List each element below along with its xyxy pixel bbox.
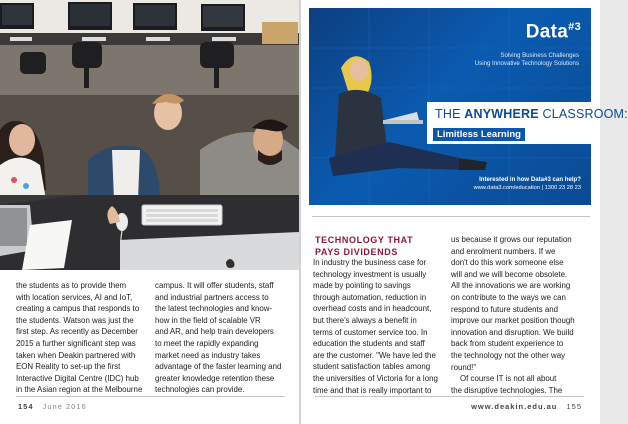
text-line: with location services, AI and IoT, <box>16 292 133 302</box>
text-line: greater knowledge retention these <box>155 373 275 383</box>
website-url: www.deakin.edu.au <box>471 402 558 411</box>
right-text-column-1 <box>313 257 438 396</box>
text-line: terms of customer service too. In <box>313 327 428 337</box>
ad-tagline-line: Using Innovative Technology Solutions <box>474 60 579 67</box>
text-line: respond to future students and <box>451 304 559 314</box>
text-line: the technology not the other way <box>451 350 566 360</box>
text-line: to meet the rapidly expanding <box>155 338 259 348</box>
text-line: how in the field of scalable VR <box>155 315 261 325</box>
left-text-column-2 <box>155 280 281 396</box>
text-line: but there's always a benefit in <box>313 315 417 325</box>
page-number: 154 <box>18 402 34 411</box>
classroom-photo <box>0 0 299 270</box>
text-line: student satisfaction tables among <box>313 362 431 372</box>
text-line: and industrial partners access to <box>155 292 269 302</box>
ad-tagline-line: Solving Business Challenges <box>500 52 579 59</box>
text-line: innovation and disruption. We build <box>451 327 574 337</box>
ad-subtitle: Limitless Learning <box>433 128 525 141</box>
text-line: the students. Watson was just the <box>16 315 134 325</box>
text-line: the disruptive technologies. The <box>451 385 563 395</box>
page-number: 155 <box>566 402 582 411</box>
ad-contact-question: Interested in how Data#3 can help? <box>479 176 581 183</box>
ad-title: THE ANYWHERE CLASSROOM: <box>435 107 628 121</box>
text-line: creating a campus that responds to <box>16 304 140 314</box>
left-text-column-1 <box>16 280 142 396</box>
text-line: through automation, reduction in <box>313 292 427 302</box>
text-line: are the customer. "We have led the <box>313 350 436 360</box>
text-line: overhead costs and in headcount, <box>313 304 432 314</box>
text-line: and enrolment numbers. If we <box>451 246 556 256</box>
text-line: don't do this work someone else <box>451 258 564 268</box>
text-line: us because it grows our reputation <box>451 235 572 244</box>
text-line: made by pointing to savings <box>313 281 411 291</box>
text-line: in the Asian region at the Melbourne <box>16 385 143 395</box>
footer-rule <box>16 396 285 397</box>
text-line: campus. It will offer students, staff <box>155 281 274 290</box>
right-text-column-2 <box>451 234 575 396</box>
text-line: improve our market position though <box>451 316 575 326</box>
text-line: the students as to provide them <box>16 281 127 290</box>
text-line: Interactive Digital Centre (IDC) hub <box>16 373 139 383</box>
classroom-photo-illustration <box>0 0 299 270</box>
footer-rule <box>315 396 584 397</box>
ad-contact <box>474 176 581 192</box>
text-line: market need as industry takes <box>155 350 261 360</box>
text-line: technologies can provide. <box>155 385 245 395</box>
text-line: will and we will become obsolete. <box>451 269 568 279</box>
text-line: advantage of the faster learning and <box>155 362 282 372</box>
text-line: first step. As recently as December <box>16 327 138 337</box>
text-line: time and that is really important to <box>313 385 432 395</box>
text-line: round!" <box>451 362 477 372</box>
left-page <box>0 0 299 424</box>
data3-logo: Data$^{\#3}$ <box>525 21 581 43</box>
right-footer <box>471 402 582 411</box>
text-line: and AR, and help train developers <box>155 327 274 337</box>
section-rule <box>312 216 590 217</box>
section-heading: TECHNOLOGY THAT PAYS DIVIDENDS <box>315 235 414 257</box>
data3-advertisement <box>309 8 628 205</box>
text-line: taken when Deakin partnered with <box>16 350 136 360</box>
text-line: All the innovations we are working <box>451 281 571 291</box>
text-line: EON Reality to set-up the first <box>16 362 121 372</box>
text-line: In industry the business case for <box>313 258 427 267</box>
text-line: 2015 a further significant step was <box>16 338 136 348</box>
text-line: on contribute to the ways we can <box>451 292 566 302</box>
text-line: technology investment is usually <box>313 269 427 279</box>
text-line: the universities of Victoria for a long <box>313 373 438 383</box>
text-line: education the students and staff <box>313 339 425 349</box>
text-line: Of course IT is not all about <box>460 374 557 384</box>
text-line: the latest technologies and know- <box>155 304 273 314</box>
text-line: back from student experience to <box>451 339 564 349</box>
left-footer <box>18 402 87 411</box>
issue-date: June 2016 <box>42 402 87 411</box>
ad-contact-details: www.data3.com/education | 1300 23 28 23 <box>473 185 581 191</box>
